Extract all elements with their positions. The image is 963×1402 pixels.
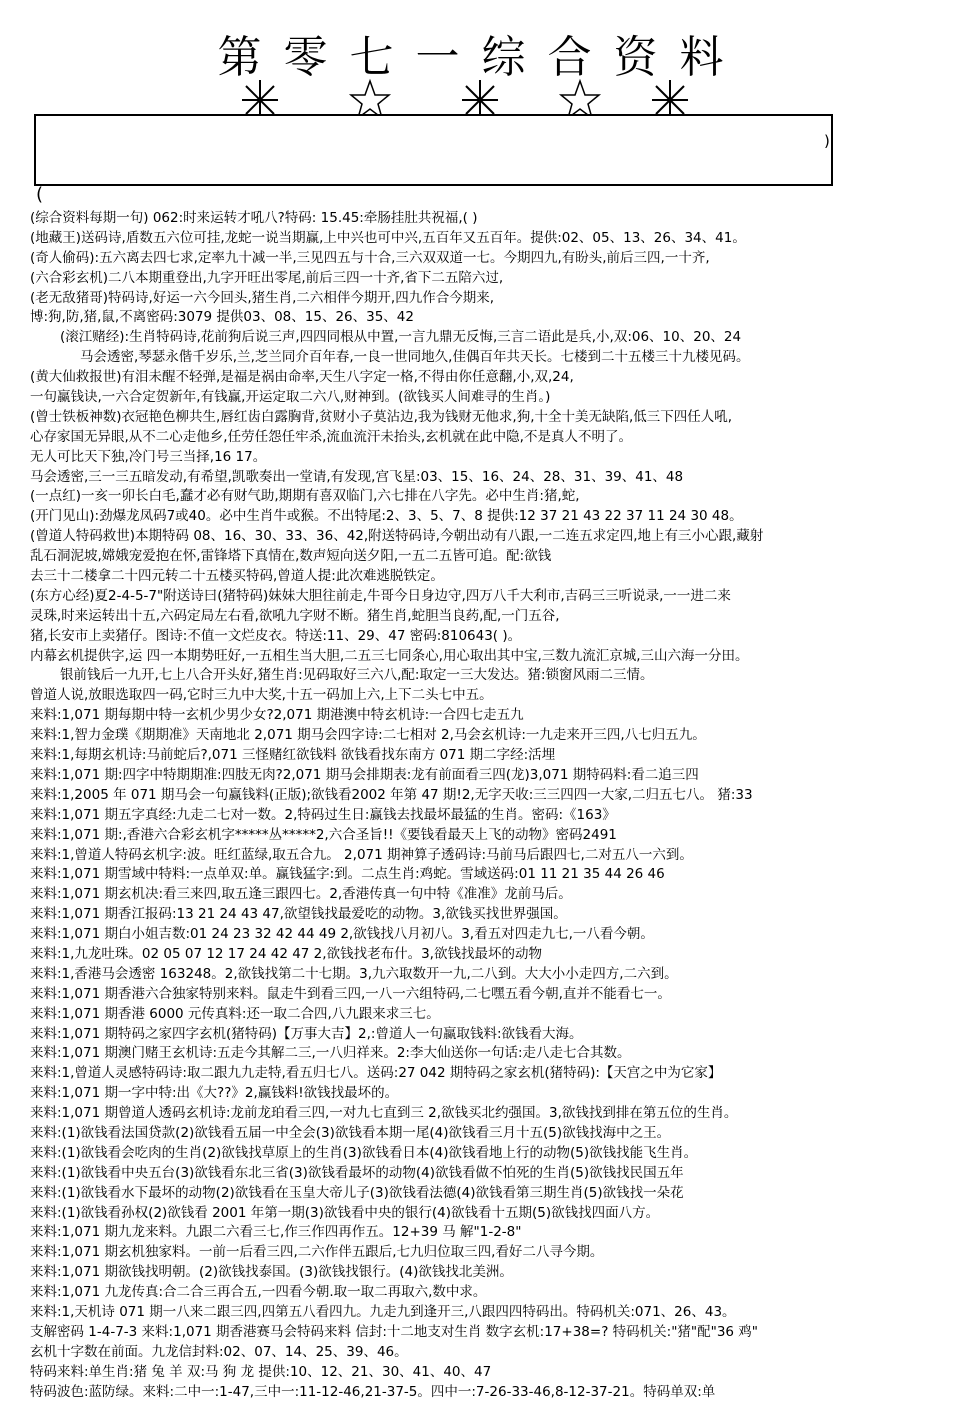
text-line: 内幕玄机提供字,运 四一本期势旺好,一五相生当大胆,二五三七同条心,用心取出其中宝,三数九流汇京城,三山六海一分田。 — [30, 647, 749, 664]
text-line: 无人可比天下独,冷门号三当择,16 17。 — [30, 448, 267, 465]
text-line: 支解密码 1-4-7-3 来料:1,071 期香港赛马会特码来料 信封:十二地支对生肖 数字玄机:17+38=? 特码机关:"猪"配"36 鸡" — [30, 1323, 759, 1340]
text-line: 来料:1,天机诗 071 期一八来二跟三四,四第五八看四九。九走九到逢开三,八跟四四特码出。特码机关:071、26、43。 — [30, 1303, 736, 1320]
text-line: 来料:1,071 期:四字中特期期准:四肢无肉?2,071 期马会排期表:龙有前面看三四(龙)3,071 期特码料:看二追三四 — [30, 766, 699, 783]
text-line: (黄大仙救报世)有泪未醒不轻弹,是福是祸由命率,天生八字定一格,不得由你任意翻,小,双,24, — [30, 369, 574, 386]
text-line: 来料:(1)欲钱看孙权(2)欲钱看 2001 年第一期(3)欲钱看中央的银行(4)欲钱看十五期(5)欲钱找四面八方。 — [30, 1204, 660, 1221]
text-line: 来料:1,071 期曾道人透码玄机诗:龙前龙珀看三四,一对九七直到三 2,欲钱买北约强国。3,欲钱找到排在第五位的生肖。 — [30, 1105, 738, 1122]
text-line: 来料:1,071 期欲钱找明朝。(2)欲钱找泰国。(3)欲钱找银行。(4)欲钱找北美洲。 — [30, 1264, 513, 1281]
text-line: 特码来料:单生肖:猪 兔 羊 双:马 狗 龙 提供:10、12、21、30、41、40、47 — [30, 1363, 492, 1380]
text-line: 来料:1,071 期:,香港六合彩玄机字*****丛*****2,六合圣旨!!《要钱看最天上飞的动物》密码2491 — [30, 826, 617, 843]
text-line: 来料:1,智力金璞《期期准》天南地北 2,071 期马会四字诗:二七相对 2,马会玄机诗:一九走来开三四,八七归五九。 — [30, 727, 706, 744]
text-line: 来料:1,071 期玄机独家料。一前一后看三四,二六作伴五跟后,七九归位取三四,看好二八寻今期。 — [30, 1244, 604, 1261]
text-line: (六合彩玄机)二八本期重登出,九字开旺出零尾,前后三四一十齐,省下二五陪六过, — [30, 269, 504, 286]
text-line: (曾士铁板神数)衣冠艳色柳共生,唇红齿白露胸背,贫财小子莫沾边,我为钱财无他求,狗,十全十美无缺陷,低三下四任人吼, — [30, 408, 733, 425]
text-line: 来料:1,071 期每期中特一玄机少男少女?2,071 期港澳中特玄机诗:一合四七走五九 — [30, 707, 524, 724]
text-line: (地藏王)送码诗,盾数五六位可挂,龙蛇一说当期赢,上中兴也可中兴,五百年又五百年。提供:02、05、13、26、34、41。 — [30, 229, 746, 246]
text-line: 去三十二楼拿二十四元转二十五楼买特码,曾道人提:此次难逃脱铁定。 — [30, 568, 444, 585]
frame-paren: ( — [36, 184, 44, 205]
text-line: 乱石洞泥坡,嫦娥宠爱抱在怀,雷锋塔下真情在,数声短向送夕阳,一五二五皆可追。配:欲钱 — [30, 548, 552, 565]
text-line: 灵珠,时来运转出十五,六码定局左右看,欲吼九字财不断。猪生肖,蛇胆当良药,配,一门五谷, — [30, 607, 560, 624]
text-line: 来料:1,071 期白小姐吉数:01 24 23 32 42 44 49 2,欲钱找八月初八。3,看五对四走九七,一八看今朝。 — [30, 926, 654, 943]
text-line: 一句赢钱诀,一六合定贺新年,有钱赢,开运定取二六八,财神到。(欲钱买人间难寻的生肖。) — [30, 389, 551, 406]
text-line: 博:狗,防,猪,鼠,不离密码:3079 提供03、08、15、26、35、42 — [30, 309, 414, 326]
blank-frame — [34, 114, 833, 186]
text-line: 来料:1,九龙吐珠。02 05 07 12 17 24 42 47 2,欲钱找老布什。3,欲钱找最坏的动物 — [30, 945, 542, 962]
text-line: 来料:(1)欲钱看法国贷款(2)欲钱看五届一中全会(3)欲钱看本期一尾(4)欲钱看三月十五(5)欲钱找海中之王。 — [30, 1124, 671, 1141]
text-line: 来料:1,071 九龙传真:合二合三再合五,一四看今朝.取一取二再取六,数中求。 — [30, 1284, 487, 1301]
text-line: 马会透密,三一三五暗发动,有希望,凯歌奏出一堂请,有发现,宫飞星:03、15、16、24、28、31、39、41、48 — [30, 468, 684, 485]
text-line: (开门见山):劲爆龙凤码7或40。必中生肖牛或猴。不出特尾:2、3、5、7、8 提供:12 37 21 43 22 37 11 24 30 48。 — [30, 508, 743, 525]
text-line: 来料:(1)欲钱看会吃肉的生肖(2)欲钱找草原上的生肖(3)欲钱看日本(4)欲钱看地上行的动物(5)欲钱找能飞生肖。 — [30, 1144, 698, 1161]
text-line: (奇人偷码):五六离去四七求,定率九十减一半,三见四五与十合,三六双双道一七。今期四九,有盼头,前后三四,一十齐, — [30, 249, 710, 266]
text-line: 玄机十字数在前面。九龙信封料:02、07、14、25、39、46。 — [30, 1343, 408, 1360]
text-line: 来料:1,071 期九龙来料。九跟二六看三七,作三作四再作五。12+39 马 解"1-2-8" — [30, 1224, 522, 1241]
text-line: 来料:1,071 期五字真经:九走二七对一数。2,特码过生日:赢钱去找最坏最猛的生肖。密码:《163》 — [30, 806, 616, 823]
text-line: 来料:1,071 期香江报码:13 21 24 43 47,欲望钱找最爱吃的动物。3,欲钱买找世界强国。 — [30, 906, 567, 923]
text-line: 马会透密,琴瑟永偕千岁乐,兰,芝兰同介百年春,一良一世同地久,佳偶百年共天长。七楼到二十五楼三十九楼见码。 — [80, 349, 750, 366]
text-line: (老无敌猪哥)特码诗,好运一六今回头,猪生肖,二六相伴今期开,四九作合今期来, — [30, 289, 494, 306]
text-line: 银前钱后一九开,七上八合开头好,猪生肖:见码取好三六八,配:取定一三大发达。猪:锁窗风雨二三情。 — [60, 667, 654, 684]
text-line: (一点红)一亥一卯长白毛,蠢才必有财气助,期期有喜双临门,六七排在八字先。必中生肖:猪,蛇, — [30, 488, 580, 505]
text-line: (东方心经)夏2-4-5-7"附送诗曰(猪特码)妹妹大胆往前走,牛哥今日身边守,四万八千大利市,吉码三三听说录,一一进二来 — [30, 587, 731, 604]
text-line: (曾道人特码救世)本期特码 08、16、30、33、36、42,附送特码诗,今朝出动有八跟,一二连五求定四,地上有三小心跟,藏射 — [30, 528, 764, 545]
text-line: 来料:1,071 期香港六合独家特别来料。鼠走牛到看三四,一八一六组特码,二七嘿五看今朝,直并不能看七一。 — [30, 985, 671, 1002]
text-line: 来料:1,曾道人灵感特码诗:取二跟九九走特,看五归七八。送码:27 042 期特码之家玄机(猪特码):【天宫之中为它家】 — [30, 1065, 722, 1082]
text-line: 心存家国无异眼,从不二心走他乡,任劳任怨任牢杀,流血流汗未抬头,玄机就在此中隐,不是真人不明了。 — [30, 428, 632, 445]
text-line: 曾道人说,放眼选取四一码,它时三九中大奖,十五一码加上六,上下二头七中五。 — [30, 687, 493, 704]
text-line: (滚江赌经):生肖特码诗,花前狗后说三声,四四同根从中置,一言九鼎无反悔,三言二语此是兵,小,双:06、10、20、24 — [60, 329, 742, 346]
frame-note: ) — [824, 132, 830, 150]
text-line: 来料:1,071 期玄机决:看三来四,取五逢三跟四七。2,香港传真一句中特《准准》龙前马后。 — [30, 886, 572, 903]
text-line: 来料:(1)欲钱看水下最坏的动物(2)欲钱看在玉皇大帝儿子(3)欲钱看法德(4)欲钱看第三期生肖(5)欲钱找一朵花 — [30, 1184, 684, 1201]
document-body — [30, 209, 960, 1402]
text-line: 来料:(1)欲钱看中央五台(3)欲钱看东北三省(3)欲钱看最坏的动物(4)欲钱看做不怕死的生肖(5)欲钱找民国五年 — [30, 1164, 684, 1181]
text-line: 来料:1,071 期雪域中特料:一点单双:单。赢钱猛字:到。二点生肖:鸡蛇。雪域送码:01 11 21 35 44 26 46 — [30, 866, 665, 883]
text-line: 来料:1,香港马会透密 163248。2,欲钱找第二十七期。3,九六取数开一九,二八到。大大小小走四方,二六到。 — [30, 965, 678, 982]
text-line: (综合资料每期一句) 062:时来运转才吼八?特码: 15.45:牵肠挂肚共祝福,( ) — [30, 210, 478, 226]
text-line: 来料:1,071 期澳门赌王玄机诗:五走今其解二三,一八归祥来。2:李大仙送你一句话:走八走七合其数。 — [30, 1045, 631, 1062]
text-line: 来料:1,071 期特码之家四字玄机(猪特码)【万事大吉】2,:曾道人一句赢取钱料:欲钱看大海。 — [30, 1025, 583, 1042]
text-line: 来料:1,071 期一字中特:出《大??》2,赢钱料!欲钱找最坏的。 — [30, 1085, 399, 1102]
text-line: 来料:1,每期玄机诗:马前蛇后?,071 三怪赌红欲钱料 欲钱看找东南方 071 期二字经:活埋 — [30, 747, 556, 764]
text-line: 来料:1,曾道人特码玄机字:波。旺红蓝绿,取五合九。 2,071 期神算子透码诗:马前马后跟四七,二对五八一六到。 — [30, 846, 693, 863]
text-line: 来料:1,071 期香港 6000 元传真料:还一取二合四,八九跟来求三七。 — [30, 1005, 440, 1022]
page-title: 第零七一综合资料 — [217, 32, 746, 83]
text-line: 特码波色:蓝防绿。来料:二中一:1-47,三中一:11-12-46,21-37-5。四中一:7-26-33-46,8-12-37-21。特码单双:单 — [30, 1383, 716, 1400]
text-line: 猪,长安市上卖猪仔。图诗:不值一文烂皮衣。特送:11、29、47 密码:810643( )。 — [30, 627, 522, 644]
text-line: 来料:1,2005 年 071 期马会一句赢钱料(正版);欲钱看2002 年第 47 期!2,无字天收:三三四四一大家,二归五七八。 猪:33 — [30, 786, 753, 803]
